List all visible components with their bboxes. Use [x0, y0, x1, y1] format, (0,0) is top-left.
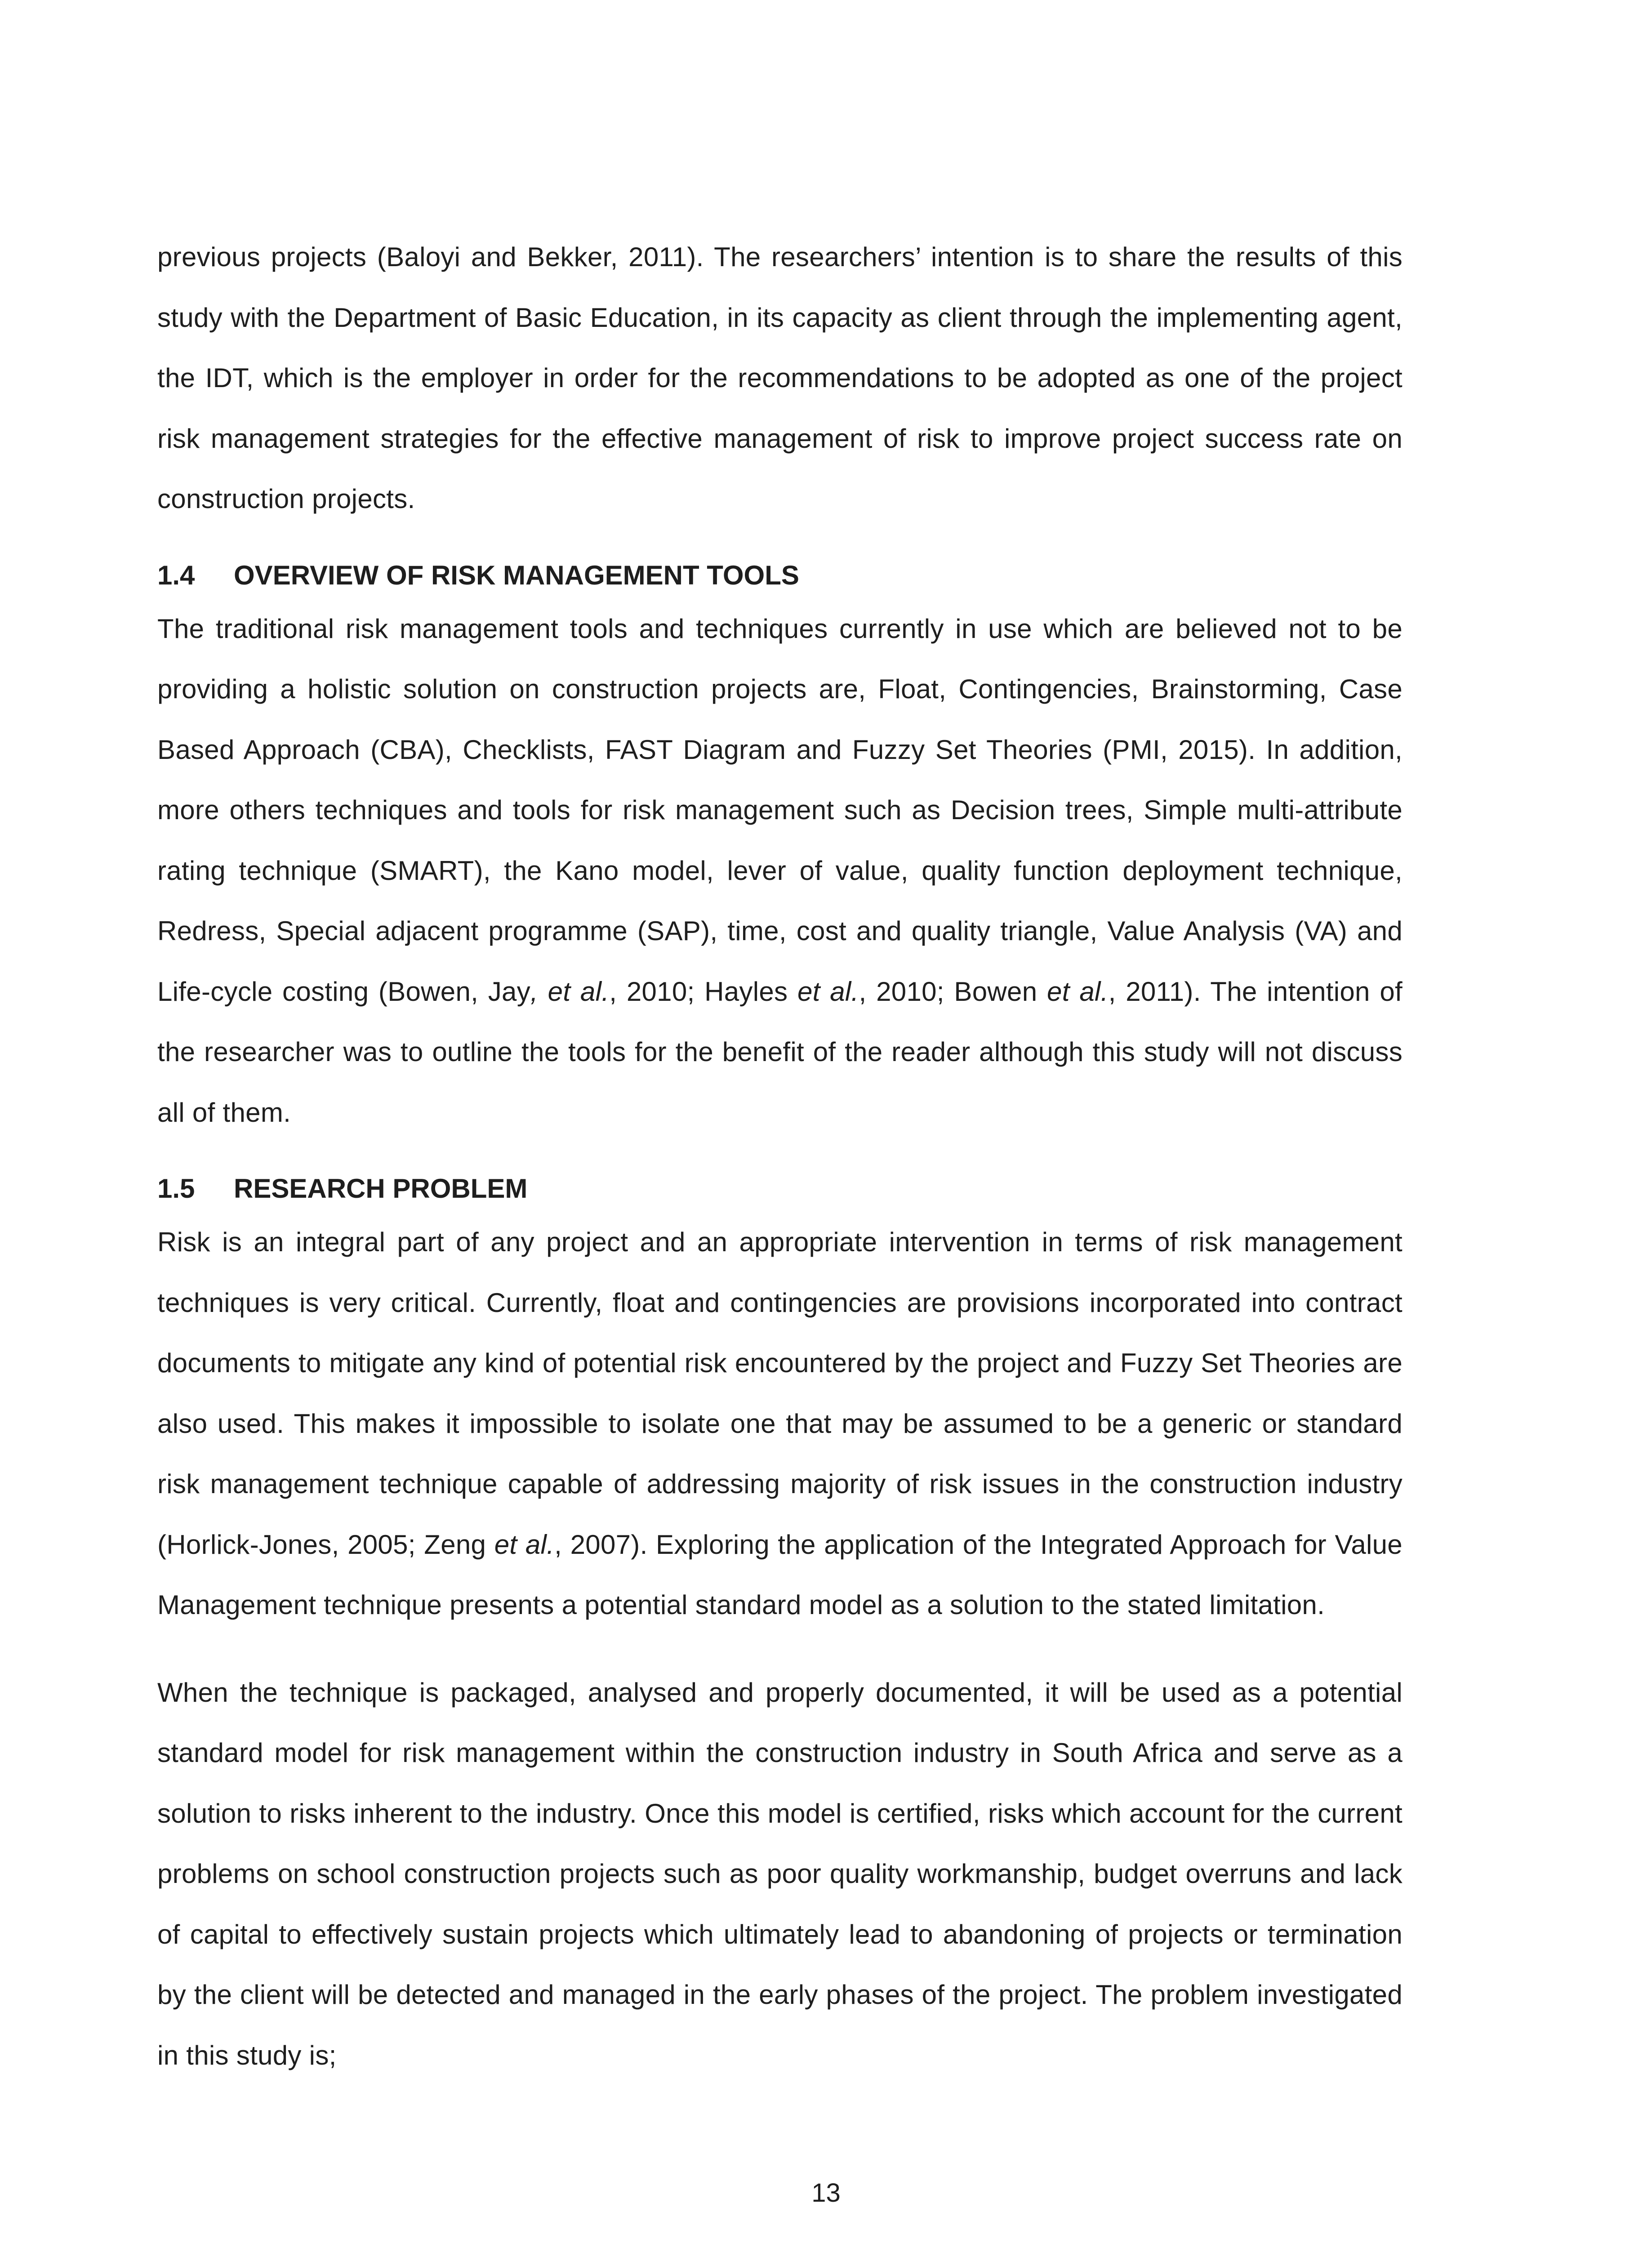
intro-paragraph: previous projects (Baloyi and Bekker, 2011). The researchers’ intention is to share the results of this study with the Department of Basic Education, in its capacity as client through the implementing agent, the IDT, which is the employer in order for the recommendations to be adopted as one of the project risk management strategies for the effective management of risk to improve project success rate on construction projects. — [157, 242, 1403, 514]
section-heading-1-5 — [157, 1165, 1403, 1212]
page-number: 13 — [811, 2178, 841, 2208]
section-title: RESEARCH PROBLEM — [234, 1173, 528, 1204]
text-run: , 2010; Hayles — [609, 976, 797, 1007]
section-number: 1.4 — [157, 560, 195, 590]
section-title: OVERVIEW OF RISK MANAGEMENT TOOLS — [234, 560, 799, 590]
text-run: Risk is an integral part of any project and an appropriate intervention in terms of risk management techniques is very critical. Currently, float and contingencies are provisions incorporated into contract documents to mitigate any kind of potential risk encountered by the project and Fuzzy Set Theories are also used. This makes it impossible to isolate one that may be assumed to be a generic or standard risk management technique capable of addressing majority of risk issues in the construction industry (Horlick-Jones, 2005; Zeng — [157, 1227, 1403, 1560]
italic-text-run: et al. — [494, 1529, 555, 1560]
technique-paragraph: When the technique is packaged, analysed and properly documented, it will be used as a potential standard model for risk management within the construction industry in South Africa and serve as a solution to risks inherent to the industry. Once this model is certified, risks which account for the current problems on school construction projects such as poor quality workmanship, budget overruns and lack of capital to effectively sustain projects which ultimately lead to abandoning of projects or termination by the client will be detected and managed in the early phases of the project. The problem investigated in this study is; — [157, 1677, 1403, 2070]
italic-text-run: et al. — [797, 976, 859, 1007]
text-run: , 2007). Exploring the application of the Integrated Approach for Value Management technique presents a potential standard model as a solution to the stated limitation. — [157, 1529, 1403, 1620]
italic-text-run: , et al. — [530, 976, 610, 1007]
italic-text-run: et al. — [1047, 976, 1109, 1007]
text-run: The traditional risk management tools and techniques currently in use which are believed not to be providing a holistic solution on construction projects are, Float, Contingencies, Brainstorming, Case Based Approach (CBA), Checklists, FAST Diagram and Fuzzy Set Theories (PMI, 2015). In addition, more others techniques and tools for risk management such as Decision trees, Simple multi-attribute rating technique (SMART), the Kano model, lever of value, quality function deployment technique, Redress, Special adjacent programme (SAP), time, cost and quality triangle, Value Analysis (VA) and Life-cycle costing (Bowen, Jay — [157, 613, 1403, 1007]
risk-tools-paragraph — [157, 599, 1403, 1143]
page-content — [157, 227, 1403, 2086]
text-run: , 2011). The intention of the researcher was to outline the tools for the benefit of the reader although this study will not discuss all of them. — [157, 976, 1403, 1128]
section-number: 1.5 — [157, 1173, 195, 1204]
section-heading-1-4 — [157, 552, 1403, 599]
text-run: , 2010; Bowen — [859, 976, 1047, 1007]
research-problem-paragraph — [157, 1212, 1403, 1636]
